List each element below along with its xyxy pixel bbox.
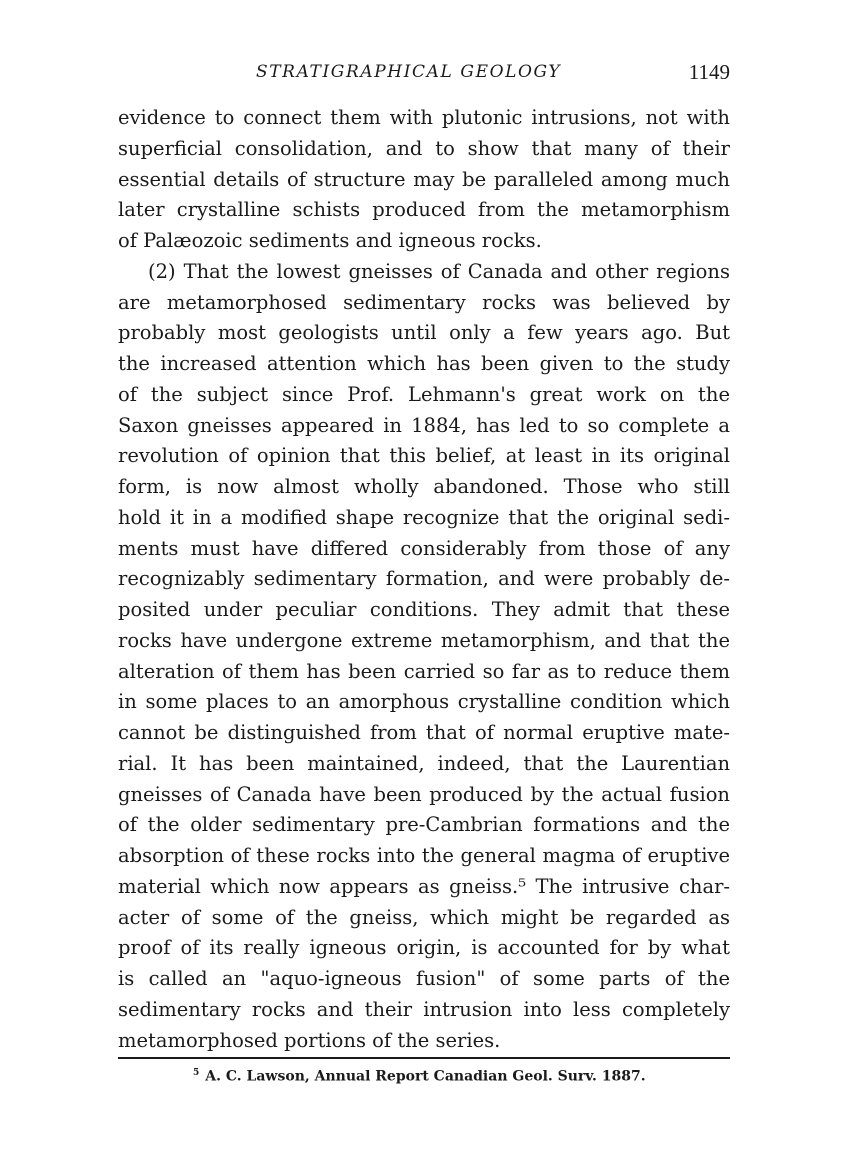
text-line: in some places to an amorphous crystalline condition which bbox=[118, 690, 730, 714]
text-line: acter of some of the gneiss, which might be regarded as bbox=[118, 905, 730, 929]
text-line: of the subject since Prof. Lehmann's great work on the bbox=[118, 382, 730, 406]
text-line: rocks have undergone extreme metamorphism, and that the bbox=[118, 628, 730, 652]
running-title: STRATIGRAPHICAL GEOLOGY bbox=[256, 62, 562, 82]
text-line: absorption of these rocks into the general magma of eruptive bbox=[118, 844, 730, 867]
text-line: Saxon gneisses appeared in 1884, has led to so complete a bbox=[118, 413, 730, 437]
text-line: later crystalline schists produced from the metamorphism bbox=[118, 198, 730, 222]
text-line: ments must have differed considerably from those of any bbox=[118, 536, 730, 560]
text-line: revolution of opinion that this belief, at least in its original bbox=[118, 444, 730, 468]
footnote bbox=[193, 1068, 646, 1085]
text-line: the increased attention which has been given to the study bbox=[118, 352, 730, 375]
running-header bbox=[118, 60, 730, 88]
text-line: of the older sedimentary pre-Cambrian formations and the bbox=[118, 813, 730, 837]
text-line: form, is now almost wholly abandoned. Those who still bbox=[118, 475, 730, 498]
paragraph-start-line: (2) That the lowest gneisses of Canada and other regions bbox=[148, 259, 730, 283]
text-line: evidence to connect them with plutonic intrusions, not with bbox=[118, 106, 730, 129]
text-line: is called an "aquo-igneous fusion" of some parts of the bbox=[118, 967, 730, 990]
text-line: gneisses of Canada have been produced by the actual fusion bbox=[118, 782, 730, 806]
text-line: sedimentary rocks and their intrusion into less completely bbox=[118, 997, 730, 1021]
text-line: probably most geologists until only a few years ago. But bbox=[118, 321, 730, 345]
paragraph-end-line: of Palæozoic sediments and igneous rocks. bbox=[118, 229, 542, 252]
text-line: proof of its really igneous origin, is accounted for by what bbox=[118, 936, 730, 960]
text-line: material which now appears as gneiss.⁵ The intrusive char- bbox=[118, 874, 730, 898]
text-line: recognizably sedimentary formation, and were probably de- bbox=[118, 567, 730, 591]
text-line: alteration of them has been carried so far as to reduce them bbox=[118, 659, 730, 683]
footnote-text: A. C. Lawson, Annual Report Canadian Geol. Surv. 1887. bbox=[205, 1068, 646, 1085]
text-line: superficial consolidation, and to show that many of their bbox=[118, 136, 730, 160]
footnote-rule bbox=[118, 1057, 730, 1059]
text-line: essential details of structure may be paralleled among much bbox=[118, 167, 730, 191]
text-line: rial. It has been maintained, indeed, that the Laurentian bbox=[118, 751, 730, 775]
footnote-marker: 5 bbox=[193, 1068, 200, 1078]
paragraph-end-line: metamorphosed portions of the series. bbox=[118, 1028, 501, 1052]
text-line: posited under peculiar conditions. They admit that these bbox=[118, 598, 730, 621]
text-line: are metamorphosed sedimentary rocks was believed by bbox=[118, 290, 730, 314]
page-number: 1149 bbox=[688, 60, 730, 84]
text-line: hold it in a modified shape recognize that the original sedi- bbox=[118, 505, 730, 529]
body-text bbox=[118, 103, 730, 1056]
text-line: cannot be distinguished from that of normal eruptive mate- bbox=[118, 721, 730, 744]
